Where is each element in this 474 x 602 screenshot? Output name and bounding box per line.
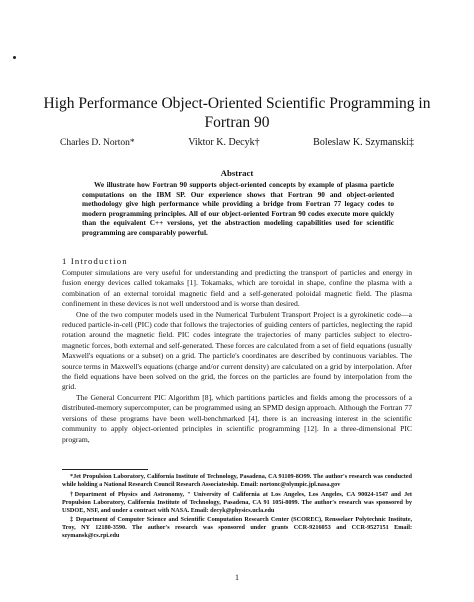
author-szymanski: Boleslaw K. Szymanski‡ xyxy=(313,137,414,148)
footnotes xyxy=(62,473,412,542)
paper-title: High Performance Object-Oriented Scientific Programming in Fortran 90 xyxy=(43,95,431,131)
author-norton: Charles D. Norton* xyxy=(60,138,135,148)
scan-mark xyxy=(13,56,16,59)
footnote: *Jet Propulsion Laboratory, California Institute of Technology, Pasadena, CA 91109-8O99. The author's research was conducted while holding a National Research Council Research Associateship. Email: nortonc@olympic.jpl.nasa.gov xyxy=(62,473,412,488)
abstract-heading: Abstract xyxy=(220,168,254,178)
footnote-rule xyxy=(62,469,148,470)
body-text xyxy=(62,268,412,445)
section-heading: 1 Introduction xyxy=(62,256,128,266)
page-number: 1 xyxy=(235,573,239,582)
paragraph: One of the two computer models used in the Numerical Turbulent Transport Project is a gyrokinetic code—a reduced particle-in-cell (PIC) code that follows the trajectories of guiding centers of particles, neglecting the rapid rotation around the magnetic field. PIC codes integrate the trajectories of many particles subject to electro-magnetic forces, both external and self-generated. These forces are calculated from a set of field equations (usually Maxwell's equations or a subset) on a grid. The particle's coordinates are described by continuous variables. The source terms in Maxwell's equations (charge and/or current density) are calculated on a grid by interpolation. After the field equations have been solved on the grid, the forces on the particles are found by interpolation from the grid. xyxy=(62,309,412,392)
footnote: ‡ Department of Computer Science and Scientific Computation Research Center (SCOREC), Rensselaer Polytechnic Institute, Troy, NY 12180-3590. The author's research was sponsored under grants CCR-9216053 and CCR-9527151 Email: szymansk@cs.rpi.edu xyxy=(62,516,412,539)
paragraph: Computer simulations are very useful for understanding and predicting the transport of particles and energy in fusion energy devices called tokamaks [1]. Tokamaks, which are toroidal in shape, confine the plasma with a combination of an external toroidal magnetic field and a self-generated poloidal magnetic field. The plasma confinement in these devices is not well understood and is worse than desired. xyxy=(62,268,412,309)
footnote: †Department of Physics and Astronomy, " University of California at Los Angeles, Los Angeles, CA 90024-1547 and Jet Propulsion Laboratory, California Institute of Technology, Pasadena, CA 91 105i-8099. The author's research was sponsored by USDOE, NSF, and under a contract with NASA. Email: decyk@physics.ucla.edu xyxy=(62,490,412,514)
paragraph: The General Concurrent PIC Algorithm [8], which partitions particles and fields among the processors of a distributed-memory supercomputer, can be programmed using an SPMD design approach. Although the Fortran 77 versions of these programs have been well-benchmarked [4], there is an increasing interest in the scientific community to apply object-oriented principles in scientific programming [12]. In a three-dimensional PIC program, xyxy=(62,392,412,444)
author-line xyxy=(60,137,414,148)
author-decyk: Viktor K. Decyk† xyxy=(188,137,260,148)
abstract-text: We illustrate how Fortran 90 supports object-oriented concepts by example of plasma particle computations on the IBM SP. Our experience shows that Fortran 90 and object-oriented methodology give high performance while providing a bridge from Fortran 77 legacy codes to modern programming principles. All of our object-oriented Fortran 90 codes execute more quickly than the equivalent C++ versions, yet the abstraction modeling capabilities used for scientific programming are comparably powerful. xyxy=(82,180,394,237)
